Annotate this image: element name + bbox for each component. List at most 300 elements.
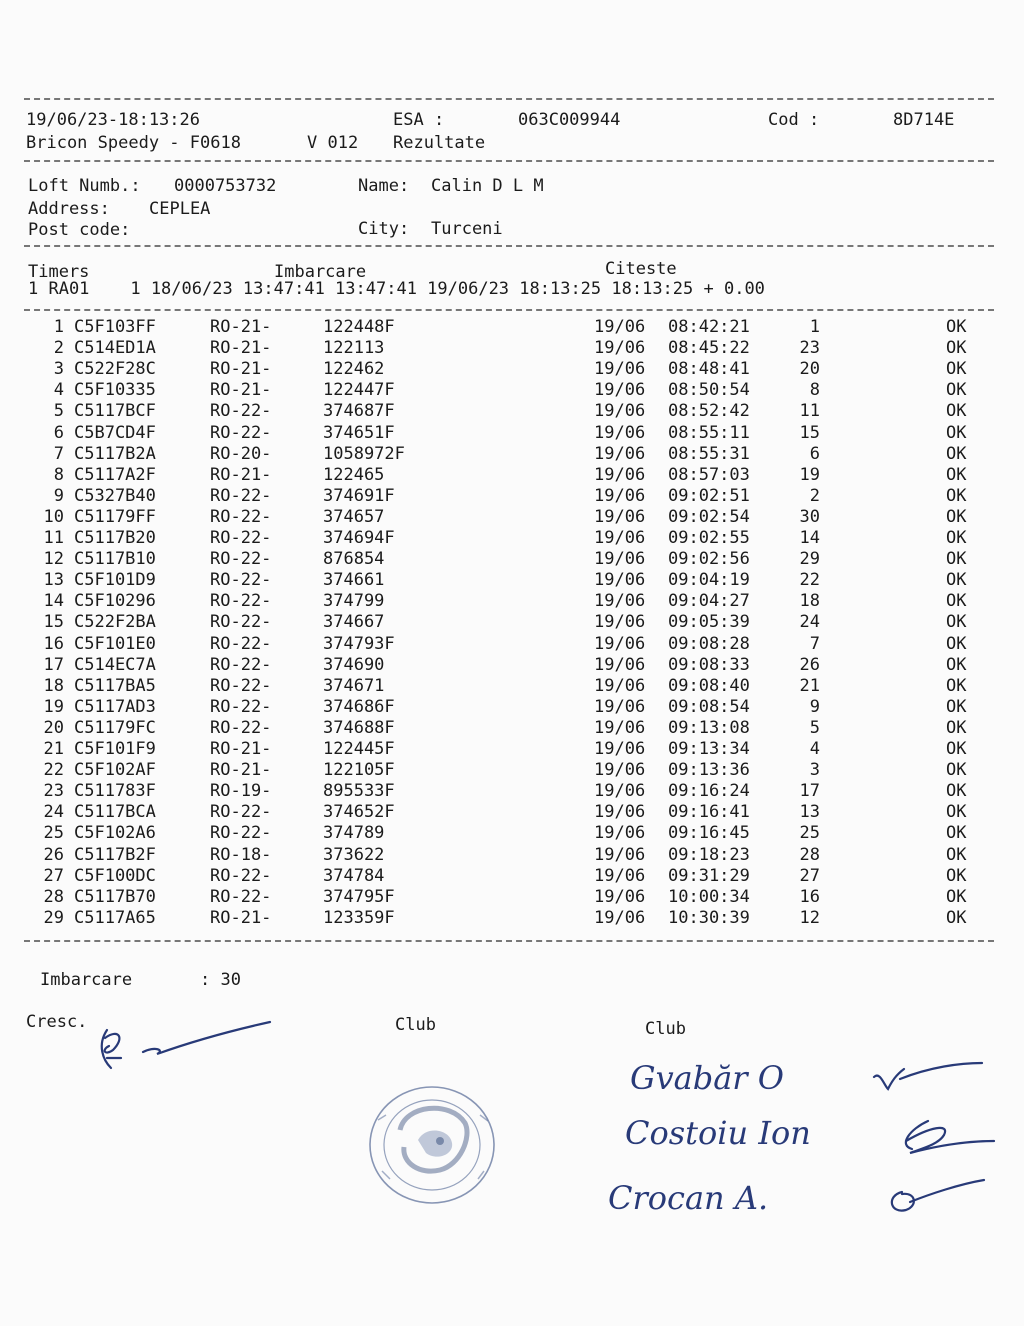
status: OK bbox=[946, 317, 967, 337]
chip-id: C5117A65 bbox=[74, 907, 156, 928]
ring-prefix: RO-22- bbox=[210, 528, 272, 548]
ring-prefix: RO-22- bbox=[210, 506, 272, 527]
ring-prefix: RO-22- bbox=[210, 675, 272, 696]
basket-position: 3 bbox=[809, 760, 820, 781]
section-title: Rezultate bbox=[393, 133, 486, 153]
arrival-date: 19/06 bbox=[594, 907, 646, 928]
footer-imbarcare-value: : 30 bbox=[200, 970, 241, 990]
basket-position: 5 bbox=[809, 717, 820, 738]
name-value: Calin D L M bbox=[431, 176, 544, 196]
basket-position: 9 bbox=[809, 696, 820, 717]
arrival-date: 19/06 bbox=[594, 696, 646, 717]
row-number: 4 bbox=[53, 380, 64, 401]
chip-id: C51179FC bbox=[74, 717, 156, 738]
imbarcare-label: Imbarcare bbox=[274, 262, 367, 282]
chip-id: C5F101D9 bbox=[74, 570, 156, 591]
status: OK bbox=[946, 401, 967, 422]
cod-value: 8D714E bbox=[893, 110, 955, 130]
cod-label: Cod : bbox=[768, 110, 820, 130]
status: OK bbox=[946, 633, 967, 654]
arrival-time: 10:00:34 bbox=[668, 886, 750, 907]
chip-id: C5117B20 bbox=[74, 528, 156, 548]
print-datetime: 19/06/23-18:13:26 bbox=[26, 110, 200, 130]
footer-imbarcare-label: Imbarcare bbox=[40, 970, 133, 990]
basket-position: 13 bbox=[799, 802, 820, 823]
arrival-time: 09:08:54 bbox=[668, 696, 750, 717]
basket-position: 20 bbox=[799, 359, 820, 380]
status: OK bbox=[946, 570, 967, 591]
table-row bbox=[0, 739, 1024, 760]
ring-prefix: RO-21- bbox=[210, 907, 272, 928]
signature-3 bbox=[880, 1172, 990, 1222]
cresc-label: Cresc. bbox=[26, 1012, 88, 1032]
arrival-time: 08:55:11 bbox=[668, 422, 750, 443]
arrival-time: 09:04:19 bbox=[668, 570, 750, 591]
ring-number: 374686F bbox=[323, 696, 395, 717]
table-bottom-divider bbox=[24, 940, 994, 942]
arrival-time: 08:52:42 bbox=[668, 401, 750, 422]
ring-prefix: RO-21- bbox=[210, 317, 272, 337]
row-number: 5 bbox=[53, 401, 64, 422]
status: OK bbox=[946, 549, 967, 570]
arrival-time: 09:13:08 bbox=[668, 717, 750, 738]
status: OK bbox=[946, 675, 967, 696]
postcode-label: Post code: bbox=[28, 220, 131, 240]
status: OK bbox=[946, 865, 967, 886]
timers-line: 1 RA01 1 18/06/23 13:47:41 13:47:41 19/06/23 18:13:25 18:13:25 + 0.00 bbox=[28, 279, 765, 299]
row-number: 2 bbox=[53, 338, 64, 359]
status: OK bbox=[946, 506, 967, 527]
basket-position: 11 bbox=[799, 401, 820, 422]
basket-position: 23 bbox=[799, 338, 820, 359]
arrival-time: 08:55:31 bbox=[668, 443, 750, 464]
arrival-date: 19/06 bbox=[594, 317, 646, 337]
owner-divider bbox=[24, 245, 994, 247]
status: OK bbox=[946, 717, 967, 738]
table-row bbox=[0, 634, 1024, 655]
status: OK bbox=[946, 654, 967, 675]
citeste-label: Citeste bbox=[605, 259, 677, 279]
basket-position: 1 bbox=[809, 317, 820, 337]
status: OK bbox=[946, 591, 967, 612]
row-number: 14 bbox=[43, 591, 64, 612]
arrival-time: 08:48:41 bbox=[668, 359, 750, 380]
table-row bbox=[0, 591, 1024, 612]
table-row bbox=[0, 549, 1024, 570]
status: OK bbox=[946, 443, 967, 464]
basket-position: 27 bbox=[799, 865, 820, 886]
chip-id: C511783F bbox=[74, 781, 156, 802]
status: OK bbox=[946, 359, 967, 380]
status: OK bbox=[946, 781, 967, 802]
table-row bbox=[0, 401, 1024, 422]
ring-prefix: RO-22- bbox=[210, 823, 272, 844]
arrival-time: 09:02:56 bbox=[668, 549, 750, 570]
row-number: 22 bbox=[43, 760, 64, 781]
handwritten-name-1: Gvabăr O bbox=[630, 1059, 784, 1097]
basket-position: 7 bbox=[809, 633, 820, 654]
arrival-date: 19/06 bbox=[594, 823, 646, 844]
arrival-time: 09:16:24 bbox=[668, 781, 750, 802]
ring-prefix: RO-21- bbox=[210, 739, 272, 759]
arrival-time: 09:13:34 bbox=[668, 739, 750, 759]
table-row bbox=[0, 718, 1024, 739]
basket-position: 4 bbox=[809, 739, 820, 759]
table-row bbox=[0, 866, 1024, 887]
row-number: 19 bbox=[43, 696, 64, 717]
row-number: 28 bbox=[43, 886, 64, 907]
row-number: 3 bbox=[53, 359, 64, 380]
basket-position: 6 bbox=[809, 443, 820, 464]
table-row bbox=[0, 423, 1024, 444]
row-number: 24 bbox=[43, 802, 64, 823]
status: OK bbox=[946, 696, 967, 717]
row-number: 26 bbox=[43, 844, 64, 865]
ring-prefix: RO-22- bbox=[210, 570, 272, 591]
arrival-date: 19/06 bbox=[594, 506, 646, 527]
ring-number: 876854 bbox=[323, 549, 385, 570]
status: OK bbox=[946, 802, 967, 823]
table-row bbox=[0, 507, 1024, 528]
ring-number: 374784 bbox=[323, 865, 385, 886]
ring-prefix: RO-22- bbox=[210, 549, 272, 570]
basket-position: 17 bbox=[799, 781, 820, 802]
status: OK bbox=[946, 338, 967, 359]
row-number: 25 bbox=[43, 823, 64, 844]
arrival-date: 19/06 bbox=[594, 359, 646, 380]
basket-position: 26 bbox=[799, 654, 820, 675]
ring-prefix: RO-22- bbox=[210, 717, 272, 738]
ring-prefix: RO-22- bbox=[210, 696, 272, 717]
ring-number: 374667 bbox=[323, 612, 385, 633]
table-row bbox=[0, 655, 1024, 676]
basket-position: 8 bbox=[809, 380, 820, 401]
ring-number: 374671 bbox=[323, 675, 385, 696]
chip-id: C514ED1A bbox=[74, 338, 156, 359]
header-divider bbox=[24, 160, 994, 162]
ring-prefix: RO-21- bbox=[210, 464, 272, 485]
row-number: 16 bbox=[43, 633, 64, 654]
arrival-date: 19/06 bbox=[594, 781, 646, 802]
ring-prefix: RO-22- bbox=[210, 485, 272, 506]
status: OK bbox=[946, 844, 967, 865]
chip-id: C5117AD3 bbox=[74, 696, 156, 717]
basket-position: 15 bbox=[799, 422, 820, 443]
document-title: Bricon Speedy - F0618 bbox=[26, 133, 241, 153]
ring-number: 374694F bbox=[323, 528, 395, 548]
row-number: 11 bbox=[43, 528, 64, 548]
row-number: 7 bbox=[53, 443, 64, 464]
arrival-date: 19/06 bbox=[594, 570, 646, 591]
ring-prefix: RO-21- bbox=[210, 380, 272, 401]
table-row bbox=[0, 359, 1024, 380]
ring-prefix: RO-18- bbox=[210, 844, 272, 865]
ring-number: 373622 bbox=[323, 844, 385, 865]
ring-number: 122113 bbox=[323, 338, 385, 359]
basket-position: 19 bbox=[799, 464, 820, 485]
table-row bbox=[0, 760, 1024, 781]
ring-number: 122465 bbox=[323, 464, 385, 485]
arrival-time: 08:50:54 bbox=[668, 380, 750, 401]
ring-number: 374652F bbox=[323, 802, 395, 823]
row-number: 1 bbox=[53, 317, 64, 337]
esa-label: ESA : bbox=[393, 110, 445, 130]
arrival-time: 09:02:54 bbox=[668, 506, 750, 527]
ring-number: 122105F bbox=[323, 760, 395, 781]
ring-prefix: RO-22- bbox=[210, 886, 272, 907]
basket-position: 2 bbox=[809, 485, 820, 506]
arrival-time: 09:08:33 bbox=[668, 654, 750, 675]
chip-id: C5117B10 bbox=[74, 549, 156, 570]
status: OK bbox=[946, 464, 967, 485]
chip-id: C51179FF bbox=[74, 506, 156, 527]
ring-number: 374690 bbox=[323, 654, 385, 675]
table-row bbox=[0, 317, 1024, 338]
table-row bbox=[0, 887, 1024, 908]
status: OK bbox=[946, 612, 967, 633]
arrival-date: 19/06 bbox=[594, 401, 646, 422]
row-number: 20 bbox=[43, 717, 64, 738]
status: OK bbox=[946, 422, 967, 443]
ring-number: 895533F bbox=[323, 781, 395, 802]
row-number: 23 bbox=[43, 781, 64, 802]
arrival-time: 09:16:41 bbox=[668, 802, 750, 823]
top-divider bbox=[24, 98, 994, 100]
arrival-date: 19/06 bbox=[594, 865, 646, 886]
row-number: 15 bbox=[43, 612, 64, 633]
arrival-time: 09:08:28 bbox=[668, 633, 750, 654]
ring-number: 122445F bbox=[323, 739, 395, 759]
breeder-signature bbox=[85, 1010, 285, 1080]
basket-position: 29 bbox=[799, 549, 820, 570]
ring-prefix: RO-21- bbox=[210, 338, 272, 359]
basket-position: 21 bbox=[799, 675, 820, 696]
basket-position: 30 bbox=[799, 506, 820, 527]
esa-value: 063C009944 bbox=[518, 110, 621, 130]
arrival-time: 08:57:03 bbox=[668, 464, 750, 485]
status: OK bbox=[946, 760, 967, 781]
name-label: Name: bbox=[358, 176, 410, 196]
city-value: Turceni bbox=[431, 219, 503, 239]
basket-position: 24 bbox=[799, 612, 820, 633]
timers-label: Timers bbox=[28, 262, 90, 282]
ring-prefix: RO-22- bbox=[210, 865, 272, 886]
table-row bbox=[0, 697, 1024, 718]
ring-prefix: RO-22- bbox=[210, 591, 272, 612]
club-label-2: Club bbox=[645, 1019, 686, 1039]
chip-id: C5F10296 bbox=[74, 591, 156, 612]
chip-id: C522F28C bbox=[74, 359, 156, 380]
chip-id: C5F102AF bbox=[74, 760, 156, 781]
ring-number: 374789 bbox=[323, 823, 385, 844]
basket-position: 25 bbox=[799, 823, 820, 844]
signature-1 bbox=[870, 1055, 990, 1105]
arrival-date: 19/06 bbox=[594, 464, 646, 485]
chip-id: C5117A2F bbox=[74, 464, 156, 485]
basket-position: 18 bbox=[799, 591, 820, 612]
table-row bbox=[0, 444, 1024, 465]
chip-id: C5F101E0 bbox=[74, 633, 156, 654]
handwritten-name-3: Crocan A. bbox=[608, 1179, 769, 1217]
row-number: 6 bbox=[53, 422, 64, 443]
arrival-date: 19/06 bbox=[594, 739, 646, 759]
signature-2 bbox=[890, 1115, 1000, 1165]
basket-position: 14 bbox=[799, 528, 820, 548]
row-number: 27 bbox=[43, 865, 64, 886]
table-row bbox=[0, 802, 1024, 823]
chip-id: C5F102A6 bbox=[74, 823, 156, 844]
arrival-time: 09:18:23 bbox=[668, 844, 750, 865]
table-row bbox=[0, 612, 1024, 633]
arrival-date: 19/06 bbox=[594, 549, 646, 570]
arrival-date: 19/06 bbox=[594, 591, 646, 612]
table-row bbox=[0, 338, 1024, 359]
chip-id: C5117BCA bbox=[74, 802, 156, 823]
arrival-time: 09:16:45 bbox=[668, 823, 750, 844]
arrival-time: 09:31:29 bbox=[668, 865, 750, 886]
row-number: 13 bbox=[43, 570, 64, 591]
status: OK bbox=[946, 739, 967, 759]
loft-value: 0000753732 bbox=[174, 176, 277, 196]
city-label: City: bbox=[358, 219, 410, 239]
ring-prefix: RO-21- bbox=[210, 760, 272, 781]
chip-id: C5327B40 bbox=[74, 485, 156, 506]
arrival-date: 19/06 bbox=[594, 675, 646, 696]
ring-number: 123359F bbox=[323, 907, 395, 928]
table-row bbox=[0, 823, 1024, 844]
status: OK bbox=[946, 485, 967, 506]
arrival-time: 10:30:39 bbox=[668, 907, 750, 928]
arrival-date: 19/06 bbox=[594, 612, 646, 633]
arrival-time: 09:08:40 bbox=[668, 675, 750, 696]
arrival-time: 08:42:21 bbox=[668, 317, 750, 337]
club-label-1: Club bbox=[395, 1015, 436, 1035]
ring-prefix: RO-22- bbox=[210, 422, 272, 443]
table-row bbox=[0, 570, 1024, 591]
ring-prefix: RO-22- bbox=[210, 654, 272, 675]
ring-number: 374793F bbox=[323, 633, 395, 654]
chip-id: C522F2BA bbox=[74, 612, 156, 633]
table-row bbox=[0, 380, 1024, 401]
arrival-date: 19/06 bbox=[594, 422, 646, 443]
ring-prefix: RO-22- bbox=[210, 612, 272, 633]
ring-prefix: RO-22- bbox=[210, 802, 272, 823]
ring-number: 374661 bbox=[323, 570, 385, 591]
ring-number: 122462 bbox=[323, 359, 385, 380]
chip-id: C5117B2A bbox=[74, 443, 156, 464]
chip-id: C5117B70 bbox=[74, 886, 156, 907]
ring-number: 374651F bbox=[323, 422, 395, 443]
row-number: 18 bbox=[43, 675, 64, 696]
address-label: Address: bbox=[28, 199, 110, 219]
arrival-date: 19/06 bbox=[594, 528, 646, 548]
loft-label: Loft Numb.: bbox=[28, 176, 141, 196]
arrival-date: 19/06 bbox=[594, 760, 646, 781]
ring-number: 374799 bbox=[323, 591, 385, 612]
ring-number: 1058972F bbox=[323, 443, 405, 464]
ring-number: 374687F bbox=[323, 401, 395, 422]
address-value: CEPLEA bbox=[149, 199, 211, 219]
basket-position: 28 bbox=[799, 844, 820, 865]
arrival-date: 19/06 bbox=[594, 844, 646, 865]
ring-prefix: RO-20- bbox=[210, 443, 272, 464]
arrival-date: 19/06 bbox=[594, 338, 646, 359]
arrival-date: 19/06 bbox=[594, 633, 646, 654]
ring-prefix: RO-19- bbox=[210, 781, 272, 802]
ring-number: 122448F bbox=[323, 317, 395, 337]
ring-prefix: RO-22- bbox=[210, 633, 272, 654]
ring-number: 374657 bbox=[323, 506, 385, 527]
status: OK bbox=[946, 823, 967, 844]
table-row bbox=[0, 465, 1024, 486]
ring-number: 374795F bbox=[323, 886, 395, 907]
row-number: 12 bbox=[43, 549, 64, 570]
status: OK bbox=[946, 528, 967, 548]
arrival-time: 09:04:27 bbox=[668, 591, 750, 612]
chip-id: C514EC7A bbox=[74, 654, 156, 675]
arrival-date: 19/06 bbox=[594, 717, 646, 738]
arrival-time: 09:05:39 bbox=[668, 612, 750, 633]
arrival-date: 19/06 bbox=[594, 886, 646, 907]
arrival-time: 09:13:36 bbox=[668, 760, 750, 781]
arrival-time: 08:45:22 bbox=[668, 338, 750, 359]
status: OK bbox=[946, 907, 967, 928]
table-row bbox=[0, 676, 1024, 697]
row-number: 21 bbox=[43, 739, 64, 759]
basket-position: 22 bbox=[799, 570, 820, 591]
chip-id: C5117BA5 bbox=[74, 675, 156, 696]
arrival-date: 19/06 bbox=[594, 654, 646, 675]
table-row bbox=[0, 528, 1024, 549]
ring-number: 374691F bbox=[323, 485, 395, 506]
club-stamp bbox=[360, 1075, 510, 1215]
chip-id: C5F100DC bbox=[74, 865, 156, 886]
chip-id: C5117BCF bbox=[74, 401, 156, 422]
table-row bbox=[0, 845, 1024, 866]
ring-prefix: RO-22- bbox=[210, 401, 272, 422]
timers-divider bbox=[24, 309, 994, 311]
chip-id: C5F103FF bbox=[74, 317, 156, 337]
table-row bbox=[0, 486, 1024, 507]
basket-position: 16 bbox=[799, 886, 820, 907]
arrival-date: 19/06 bbox=[594, 802, 646, 823]
row-number: 10 bbox=[43, 506, 64, 527]
handwritten-name-2: Costoiu Ion bbox=[625, 1114, 811, 1152]
arrival-time: 09:02:51 bbox=[668, 485, 750, 506]
basket-position: 12 bbox=[799, 907, 820, 928]
chip-id: C5B7CD4F bbox=[74, 422, 156, 443]
chip-id: C5117B2F bbox=[74, 844, 156, 865]
ring-prefix: RO-21- bbox=[210, 359, 272, 380]
arrival-time: 09:02:55 bbox=[668, 528, 750, 548]
arrival-date: 19/06 bbox=[594, 485, 646, 506]
version: V 012 bbox=[307, 133, 359, 153]
arrival-date: 19/06 bbox=[594, 380, 646, 401]
ring-number: 122447F bbox=[323, 380, 395, 401]
status: OK bbox=[946, 380, 967, 401]
row-number: 29 bbox=[43, 907, 64, 928]
row-number: 17 bbox=[43, 654, 64, 675]
arrival-date: 19/06 bbox=[594, 443, 646, 464]
table-row bbox=[0, 908, 1024, 929]
chip-id: C5F101F9 bbox=[74, 739, 156, 759]
row-number: 9 bbox=[53, 485, 64, 506]
chip-id: C5F10335 bbox=[74, 380, 156, 401]
ring-number: 374688F bbox=[323, 717, 395, 738]
row-number: 8 bbox=[53, 464, 64, 485]
table-row bbox=[0, 781, 1024, 802]
status: OK bbox=[946, 886, 967, 907]
